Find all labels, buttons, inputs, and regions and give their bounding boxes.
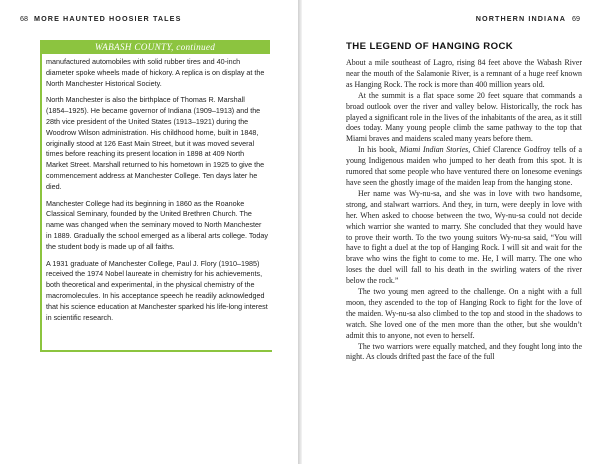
- right-page: [302, 0, 600, 464]
- body-paragraph: Her name was Wy-nu-sa, and she was in love with two handsome, strong, and stalwart warriors. And they, in turn, were deeply in love with her. When asked to choose between the two, Wy-nu-sa could not decide which warrior she wanted to marry. She concluded that they would have to prove their worth. To the two young suitors Wy-nu-sa said, “You will have to fight a duel at the top of Hanging Rock. I will sit and wait for the brave who wins the fight to come to me. He, I will marry. The one who loses the duel will fall to his death in the swirling waters of the river below the rock.”: [346, 188, 582, 286]
- body-paragraph: The two young men agreed to the challenge. On a night with a full moon, they ascended to the top of Hanging Rock to fight for the love of the maiden. Wy-nu-sa also climbed to the top and stood in the shadows to watch. She loved one of the men more than the other, but she wouldn’t admit this to anyone, not even to herself.: [346, 287, 582, 340]
- chapter-title: THE LEGEND OF HANGING ROCK: [346, 41, 514, 52]
- left-running-head: [14, 14, 181, 23]
- chapter-body: [346, 58, 582, 363]
- book-title-italic: Miami Indian Stories,: [399, 145, 471, 155]
- sidebar-text: [46, 57, 268, 329]
- sidebar-paragraph: manufactured automobiles with solid rubber tires and 40-inch diameter spoke wheels made of hickory. A replica is on display at the North Manchester Historical Society.: [46, 57, 265, 88]
- sidebar-paragraph: A 1931 graduate of Manchester College, Paul J. Flory (1910–1985) received the 1974 Nobel laureate in chemistry for his achievements, both theoretical and experimental, in the physical chemistry of the macromolecules. In his acceptance speech he readily acknowledged that his science education at Manchester sparked his life-long interest in scientific research.: [46, 258, 268, 322]
- body-paragraph: [346, 145, 582, 189]
- right-section-title: NORTHERN INDIANA: [475, 14, 566, 23]
- left-page: [0, 0, 298, 464]
- sidebar-paragraph: Manchester College had its beginning in 1860 as the Roanoke Classical Seminary, founded by the United Brethren Church. The name was changed when the seminary moved to North Manchester in 1889. Gradually the school emerged as a liberal arts college. Today the student body is made up of all faiths.: [46, 198, 269, 251]
- body-text-span: Chief Clarence Godfroy tells of a young Indigenous maiden who jumped to her death from this spot. It is rumored that some people who have ventured there on lonesome evenings have seen the ghostly image of the maiden leap from the hanging stone.: [346, 145, 582, 187]
- sidebar-paragraph: North Manchester is also the birthplace of Thomas R. Marshall (1854–1925). He became governor of Indiana (1909–1913) and the 28th vice president of the United States (1913–1921) during the Woodrow Wilson administration. His childhood home, built in 1848, originally stood at 126 East Main Street, but it was moved several times before reaching its present location in 1898 at 409 North Market Street. Marshall returned to his hometown in 1925 to give the commencement address at Manchester College. Ten days later he died.: [46, 95, 265, 191]
- right-page-number: 69: [572, 14, 580, 23]
- left-book-title: MORE HAUNTED HOOSIER TALES: [34, 14, 182, 23]
- right-running-head: [476, 14, 586, 23]
- sidebar-title: WABASH COUNTY, continued: [40, 40, 270, 54]
- body-paragraph: The two warriors were equally matched, and they fought long into the night. As clouds drifted past the face of the full: [346, 341, 582, 362]
- body-text-span: In his book,: [358, 145, 400, 155]
- body-paragraph: At the summit is a flat space some 20 feet square that commands a broad outlook over the river and valley below. Historically, the rock has played a significant role in the lives of the inhabitants of the area, as it still does today. Many young people climb the same pathway to the top that Miami braves and maidens scaled many years before them.: [346, 90, 582, 144]
- left-page-number: 68: [20, 14, 28, 23]
- body-paragraph: About a mile southeast of Lagro, rising 84 feet above the Wabash River near the mouth of the Salamonie River, is a remnant of a huge reef known as Hanging Rock. The rock is more than 400 million years old.: [346, 58, 582, 89]
